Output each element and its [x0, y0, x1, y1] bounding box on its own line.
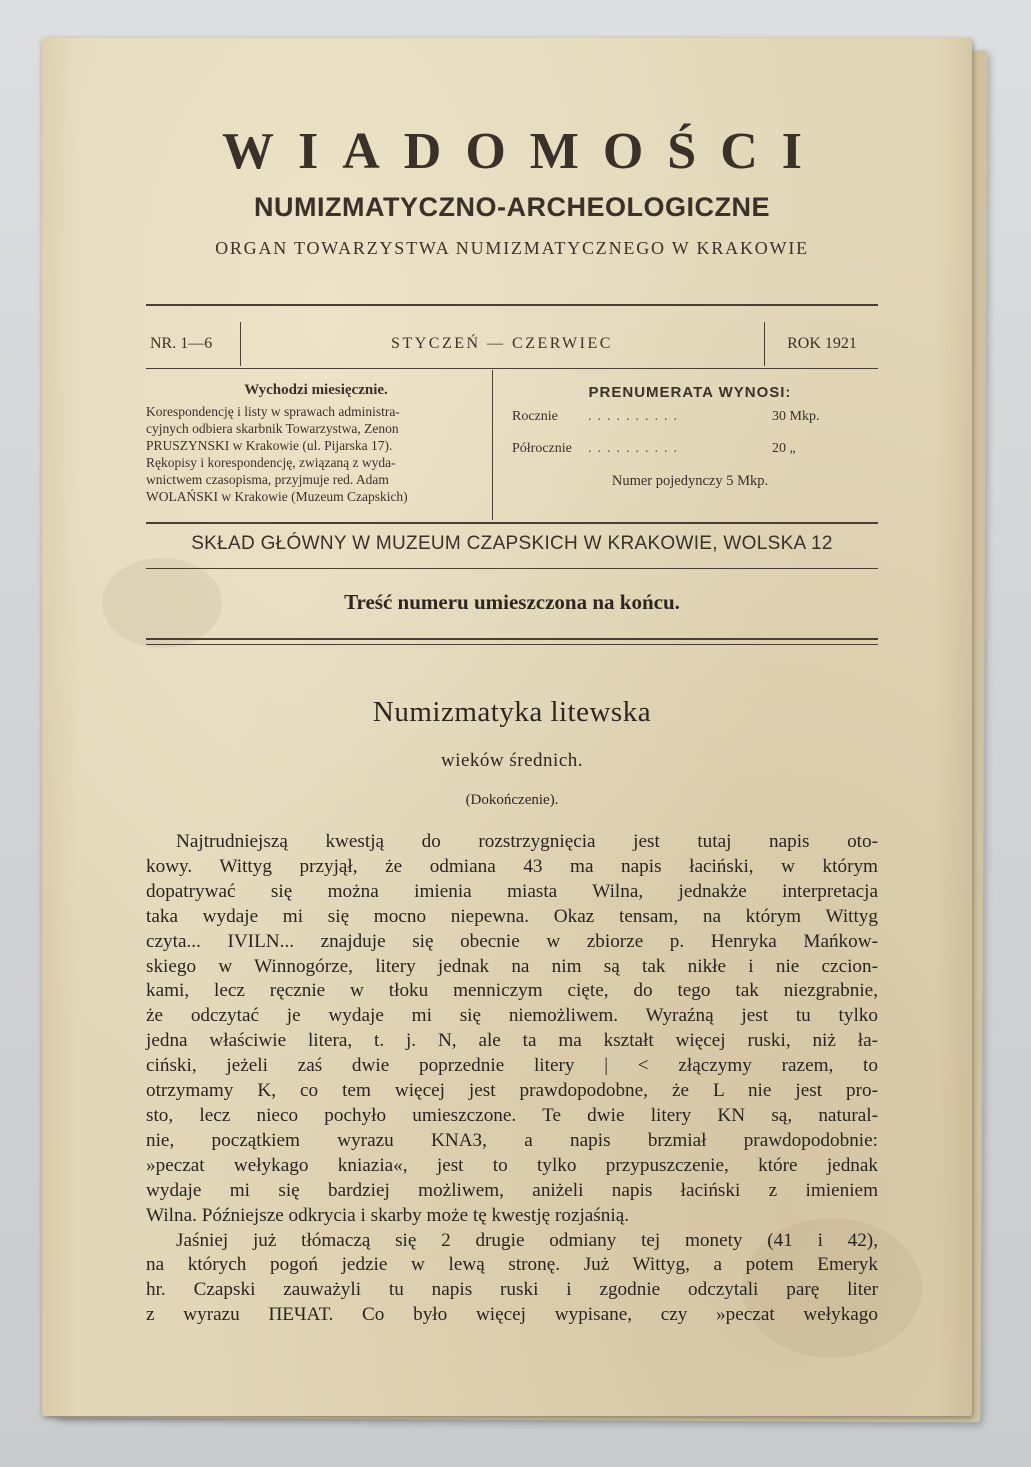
issue-row-rule	[146, 368, 878, 369]
double-rule-top	[146, 638, 878, 640]
publication-info-line: PRUSZYNSKI w Krakowie (ul. Pijarska 17).	[146, 438, 393, 453]
issue-info-row	[146, 326, 878, 362]
article-subtitle: wieków średnich.	[440, 750, 584, 771]
body-line: kowy. Wittyg przyjął, że odmiana 43 ma napis łaciński, w którym	[146, 855, 878, 877]
subscription-period: Rocznie	[512, 409, 558, 424]
body-line: taka wydaje mi się mocno niepewna. Okaz tensam, na którym Wittyg	[146, 905, 878, 927]
publication-info-line: WOLAŃSKI w Krakowie (Muzeum Czapskich)	[146, 489, 408, 504]
publication-info	[146, 382, 486, 505]
article-continuation-note: (Dokończenie).	[465, 792, 559, 808]
publication-info-line: Korespondencję i listy w sprawach administra-	[146, 404, 400, 419]
issue-months: STYCZEŃ — CZERWIEC	[391, 335, 613, 352]
subscription-price: 30 Mkp.	[772, 409, 820, 424]
publication-info-line: Rękopisy i korespondencję, związaną z wyda-	[146, 455, 396, 470]
body-line: sto, lecz nieco pochyło umieszczone. Te dwie litery KN są, natural-	[146, 1104, 878, 1126]
journal-organ-line: ORGAN TOWARZYSTWA NUMIZMATYCZNEGO W KRAKOWIE	[215, 238, 809, 258]
article-body	[146, 830, 878, 1328]
article-title: Numizmatyka litewska	[372, 696, 652, 728]
body-line: czyta... IVILN... znajduje się obecnie w zbiorze p. Henryka Mańkow-	[146, 930, 878, 952]
subscription-price: 20 „	[772, 441, 796, 456]
body-line: z wyrazu ПЕЧАТ. Co było więcej wypisane, czy »peczat wełykago	[146, 1304, 878, 1326]
journal-cover-page	[42, 38, 972, 1416]
body-line: kami, lecz ręcznie w tłoku menniczym cięte, do tego tak niezgrabnie,	[146, 980, 878, 1002]
body-line: na których pogoń jedzie w lewą stronę. Już Wittyg, a potem Emeryk	[146, 1254, 878, 1276]
contents-note: Treść numeru umieszczona na końcu.	[344, 590, 680, 614]
subscription-row	[502, 409, 878, 433]
subscription-heading: PRENUMERATA WYNOSI:	[588, 384, 792, 401]
subscription-row	[502, 441, 878, 465]
issue-number: NR. 1—6	[150, 335, 213, 352]
publication-frequency: Wychodzi miesięcznie.	[244, 382, 388, 398]
body-line: nie, początkiem wyrazu KNAЗ, a napis brzmiał prawdopodobnie:	[146, 1129, 878, 1151]
publication-info-line: wnictwem czasopisma, przyjmuje red. Adam	[146, 472, 389, 487]
subscription-period: Półrocznie	[512, 441, 572, 456]
body-line: że odczytać je wydaje mi się niemożliwem. Wyraźną jest tu tylko	[146, 1005, 878, 1027]
single-issue-price: Numer pojedynczy 5 Mkp.	[611, 473, 769, 489]
body-line: skiego w Winnogórze, litery jednak na nim są tak nikłe i nie czcion-	[146, 955, 878, 977]
journal-subtitle: NUMIZMATYCZNO-ARCHEOLOGICZNE	[254, 192, 770, 222]
leader-dots: ..........	[588, 441, 683, 456]
body-line: wydaje mi się bardziej możliwem, aniżeli napis łaciński z imieniem	[146, 1179, 878, 1201]
body-line: Najtrudniejszą kwestją do rozstrzygnięcia jest tutaj napis oto-	[176, 831, 878, 852]
body-line: Wilna. Późniejsze odkrycia i skarby może tę kwestję rozjaśnią.	[146, 1204, 630, 1226]
depot-rule	[146, 568, 878, 569]
body-line: Jaśniej już tłómaczą się 2 drugie odmiany tej monety (41 i 42),	[176, 1229, 878, 1251]
leader-dots: ..........	[588, 409, 683, 424]
masthead-rule	[146, 304, 878, 306]
info-divider	[492, 370, 493, 520]
body-line: dopatrywać się można imienia miasta Wilna, jednakże interpretacja	[146, 880, 878, 902]
issue-year: ROK 1921	[787, 335, 857, 352]
body-line: ciński, jeżeli zaś dwie poprzednie litery | < złączymy razem, to	[146, 1055, 878, 1077]
journal-title: WIADOMOŚCI	[221, 123, 827, 180]
main-depot-line: SKŁAD GŁÓWNY W MUZEUM CZAPSKICH W KRAKOWIE, WOLSKA 12	[191, 533, 833, 554]
body-line: hr. Czapski zauważyli tu napis ruski i zgodnie odczytali parę liter	[146, 1279, 878, 1301]
body-line: otrzymamy K, co tem więcej jest prawdopodobne, że L nie jest pro-	[146, 1080, 878, 1102]
issue-row-divider	[240, 322, 241, 366]
double-rule-bottom	[146, 644, 878, 645]
issue-row-divider	[764, 322, 765, 366]
body-line: jedna właściwie litera, t. j. N, ale ta ma kształt więcej ruski, niż ła-	[146, 1030, 878, 1052]
publication-info-line: cyjnych odbiera skarbnik Towarzystwa, Zenon	[146, 421, 399, 436]
subscription-info	[502, 380, 878, 490]
body-line: »peczat wełykago kniazia«, jest to tylko przypuszczenie, które jednak	[146, 1154, 878, 1176]
info-rule	[146, 522, 878, 524]
